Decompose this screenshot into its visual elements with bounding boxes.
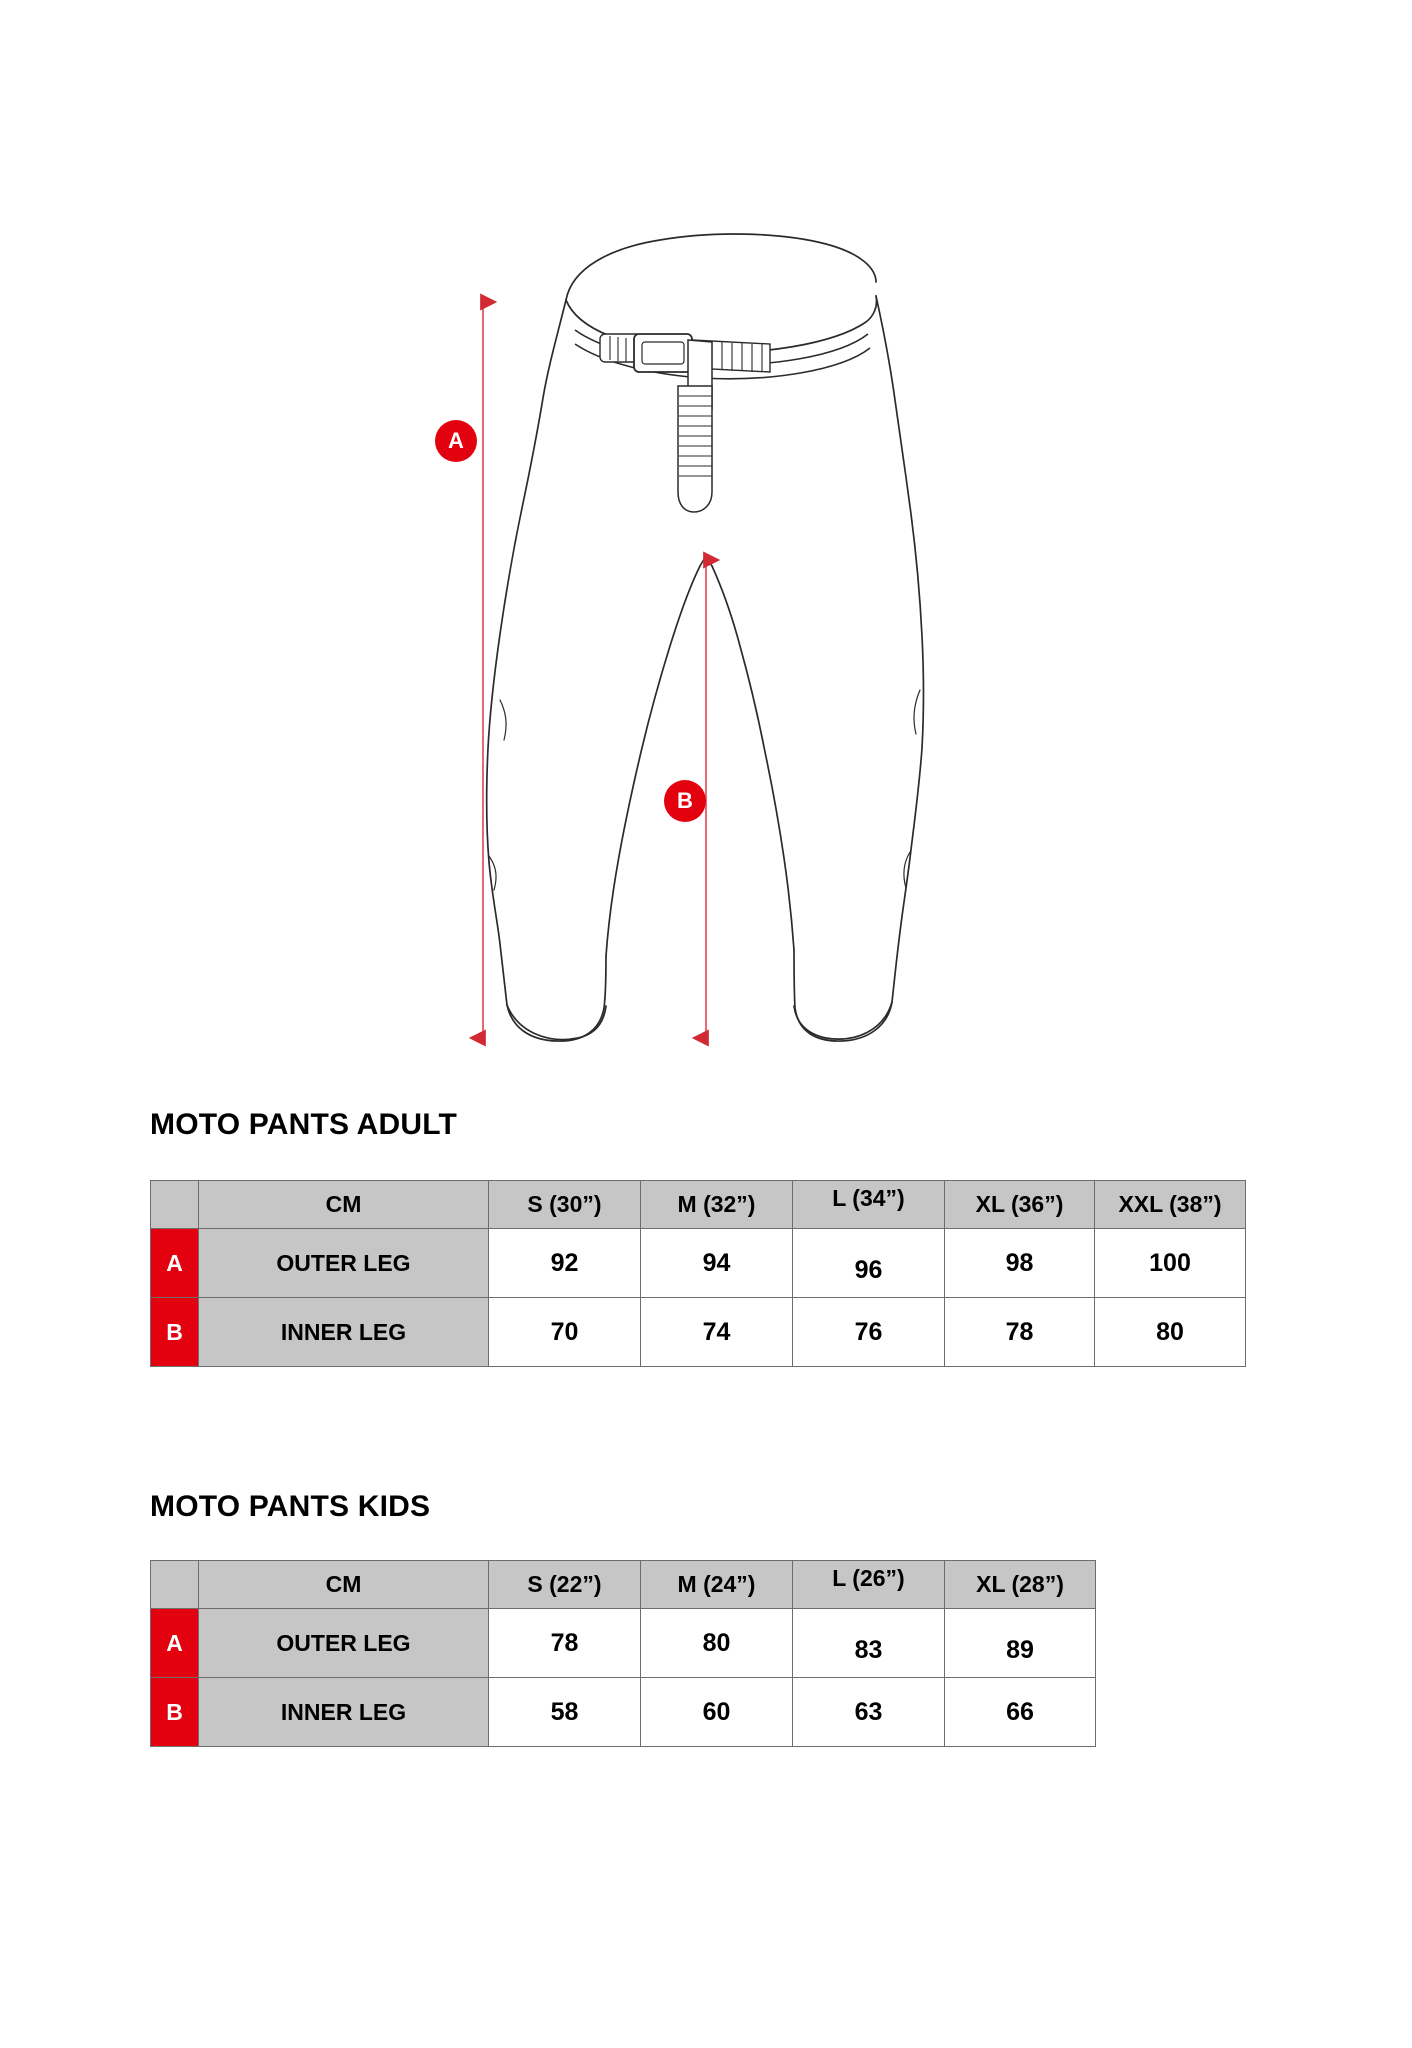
cell-outer-xl: 89 (945, 1609, 1096, 1678)
table-row (151, 1229, 1246, 1298)
column-header-l: L (26”) (793, 1561, 945, 1609)
column-header-m: M (24”) (641, 1561, 793, 1609)
column-header-xxl: XXL (38”) (1095, 1181, 1246, 1229)
cell-outer-xxl: 100 (1095, 1229, 1246, 1298)
table-row (151, 1609, 1096, 1678)
measure-badge-a: A (435, 420, 477, 462)
table-header-row (151, 1561, 1096, 1609)
column-header-xl: XL (28”) (945, 1561, 1096, 1609)
column-header-l: L (34”) (793, 1181, 945, 1229)
cell-inner-xxl: 80 (1095, 1298, 1246, 1367)
adult-section-title: MOTO PANTS ADULT (150, 1108, 458, 1141)
cell-outer-l: 96 (793, 1229, 945, 1298)
row-key-b: B (151, 1678, 199, 1747)
measure-badge-b: B (664, 780, 706, 822)
cell-inner-m: 60 (641, 1678, 793, 1747)
column-header-s: S (30”) (489, 1181, 641, 1229)
adult-size-table (150, 1180, 1246, 1367)
cell-inner-m: 74 (641, 1298, 793, 1367)
table-row (151, 1678, 1096, 1747)
cell-outer-s: 92 (489, 1229, 641, 1298)
cell-outer-s: 78 (489, 1609, 641, 1678)
unit-header: CM (199, 1181, 489, 1229)
corner-cell (151, 1561, 199, 1609)
cell-inner-l: 76 (793, 1298, 945, 1367)
row-label-inner-leg: INNER LEG (199, 1298, 489, 1367)
row-key-a: A (151, 1609, 199, 1678)
row-label-inner-leg: INNER LEG (199, 1678, 489, 1747)
kids-size-table (150, 1560, 1096, 1747)
row-key-a: A (151, 1229, 199, 1298)
cell-outer-l: 83 (793, 1609, 945, 1678)
row-key-b: B (151, 1298, 199, 1367)
cell-inner-xl: 78 (945, 1298, 1095, 1367)
corner-cell (151, 1181, 199, 1229)
cell-outer-m: 94 (641, 1229, 793, 1298)
column-header-m: M (32”) (641, 1181, 793, 1229)
cell-inner-l: 63 (793, 1678, 945, 1747)
belt-buckle (634, 334, 692, 372)
row-label-outer-leg: OUTER LEG (199, 1609, 489, 1678)
unit-header: CM (199, 1561, 489, 1609)
cell-outer-xl: 98 (945, 1229, 1095, 1298)
column-header-s: S (22”) (489, 1561, 641, 1609)
table-header-row (151, 1181, 1246, 1229)
cell-outer-m: 80 (641, 1609, 793, 1678)
cell-inner-s: 58 (489, 1678, 641, 1747)
cell-inner-s: 70 (489, 1298, 641, 1367)
kids-section-title: MOTO PANTS KIDS (150, 1490, 431, 1523)
column-header-xl: XL (36”) (945, 1181, 1095, 1229)
table-row (151, 1298, 1246, 1367)
row-label-outer-leg: OUTER LEG (199, 1229, 489, 1298)
cell-inner-xl: 66 (945, 1678, 1096, 1747)
